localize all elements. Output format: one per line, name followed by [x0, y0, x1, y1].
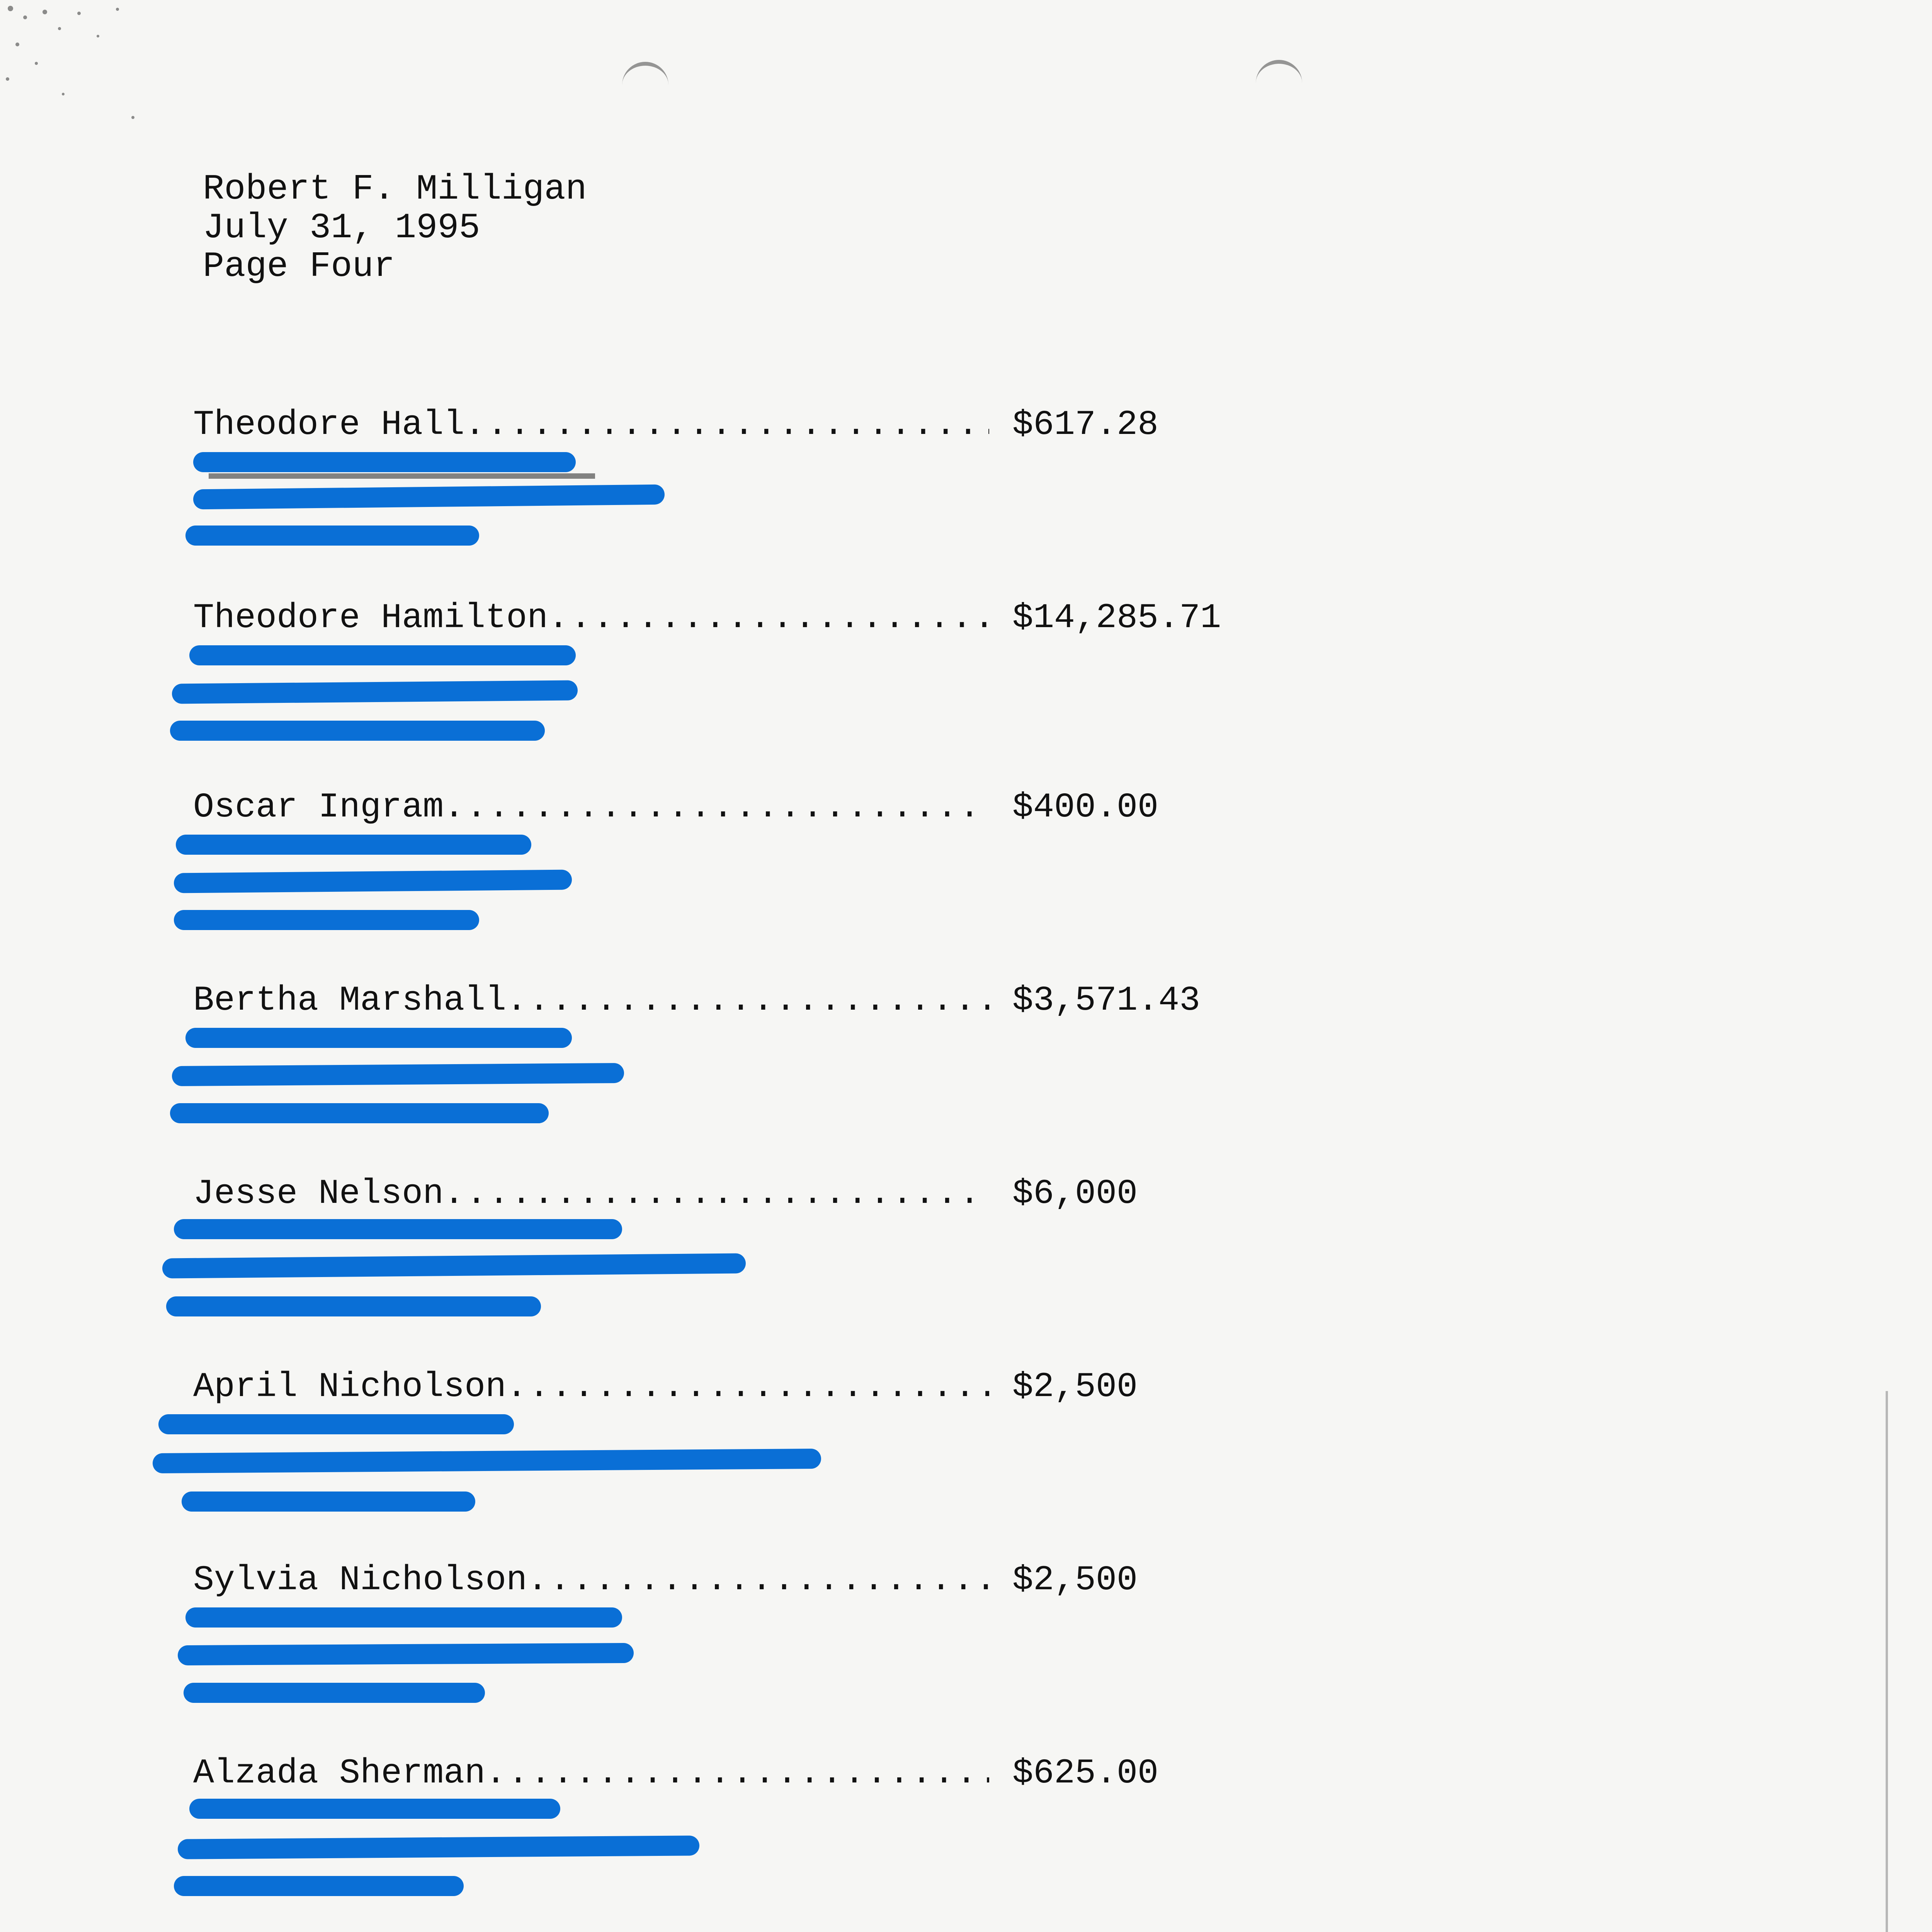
- letter-date: July 31, 1995: [203, 207, 480, 248]
- payee-entry: [193, 406, 1256, 591]
- payee-amount: $6,000: [1012, 1174, 1138, 1214]
- redaction-bar: [193, 485, 665, 510]
- payee-entry: [193, 1561, 1256, 1747]
- payee-amount: $14,285.71: [1012, 599, 1221, 638]
- redaction-bar: [189, 1799, 560, 1819]
- scan-edge-line: [1886, 1391, 1888, 1932]
- redaction-bar: [182, 1492, 475, 1512]
- redaction-bar: [185, 526, 479, 546]
- payee-amount: $3,571.43: [1012, 981, 1201, 1020]
- leader-dots: [444, 1175, 989, 1213]
- redaction-bar: [158, 1414, 514, 1434]
- redaction-bar: [185, 1607, 622, 1628]
- payee-amount: $617.28: [1012, 405, 1159, 445]
- redaction-bar: [172, 1063, 624, 1086]
- recipient-name: Robert F. Milligan: [203, 169, 587, 209]
- payee-name: Jesse Nelson: [193, 1174, 444, 1214]
- redaction-bar: [185, 1028, 572, 1048]
- leader-dots: [464, 406, 989, 444]
- punch-hole: [622, 62, 668, 97]
- payee-name: Theodore Hall: [193, 405, 465, 445]
- payee-entry: [193, 599, 1256, 784]
- payee-entry: [193, 1368, 1256, 1553]
- payee-name: April Nicholson: [193, 1367, 507, 1407]
- redaction-bar: [176, 835, 531, 855]
- redaction-bar: [172, 680, 578, 704]
- redaction-bar: [153, 1449, 821, 1473]
- leader-dots: [548, 599, 989, 638]
- redaction-bar: [178, 1835, 699, 1859]
- punch-hole: [1256, 60, 1302, 95]
- payee-entry: [193, 788, 1256, 974]
- payee-amount: $400.00: [1012, 788, 1159, 827]
- payee-amount: $2,500: [1012, 1561, 1138, 1600]
- payee-name: Theodore Hamilton: [193, 599, 548, 638]
- letter-header: [203, 170, 587, 286]
- payee-entry: [193, 1754, 1256, 1932]
- redaction-bar: [178, 1643, 634, 1665]
- redaction-bar: [174, 870, 572, 893]
- page-number: Page Four: [203, 246, 395, 287]
- leader-dots: [506, 981, 989, 1020]
- redaction-bar: [174, 1876, 464, 1896]
- payee-amount: $2,500: [1012, 1367, 1138, 1407]
- payee-name: Bertha Marshall: [193, 981, 507, 1020]
- payee-name: Sylvia Nicholson: [193, 1561, 527, 1600]
- redaction-bar: [170, 721, 545, 741]
- payee-name: Oscar Ingram: [193, 788, 444, 827]
- redaction-bar: [166, 1296, 541, 1316]
- leader-dots: [444, 788, 989, 827]
- redaction-bar: [174, 910, 479, 930]
- redaction-bar: [189, 645, 576, 665]
- payee-amount: $625.00: [1012, 1754, 1159, 1793]
- redaction-bar: [162, 1253, 746, 1278]
- redaction-bar: [174, 1219, 622, 1239]
- redaction-bar: [184, 1683, 485, 1703]
- payee-entry: [193, 981, 1256, 1167]
- leader-dots: [506, 1368, 989, 1406]
- leader-dots: [527, 1561, 989, 1600]
- redaction-bar: [170, 1103, 549, 1123]
- leader-dots: [485, 1754, 989, 1793]
- payee-entry: [193, 1175, 1256, 1360]
- redaction-bar: [193, 452, 576, 472]
- payee-name: Alzada Sherman: [193, 1754, 486, 1793]
